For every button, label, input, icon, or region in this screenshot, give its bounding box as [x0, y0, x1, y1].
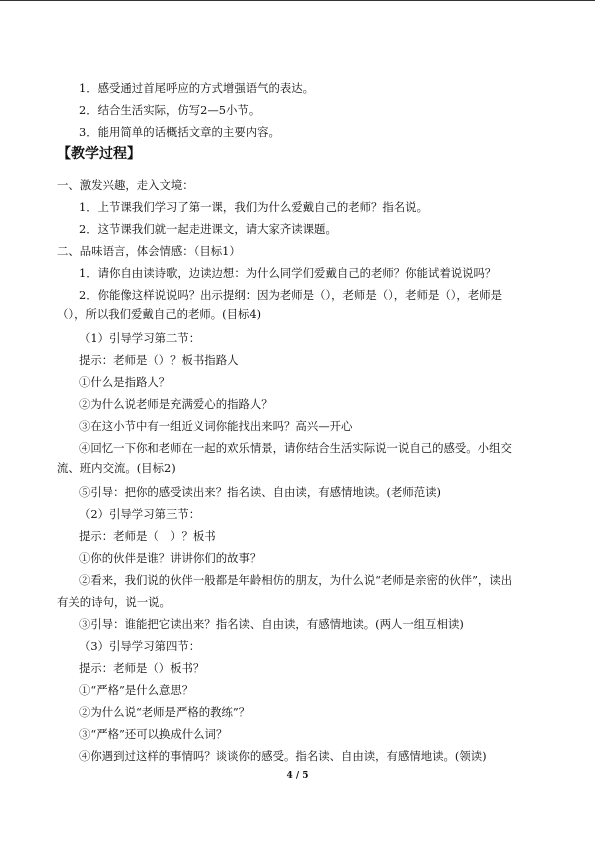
- sub-section-3-hint: 提示：老师是（）板书？: [79, 661, 205, 675]
- sub-section-1-heading: （1）引导学习第二节：: [79, 331, 201, 345]
- sub-section-2-q2-cont: 有关的诗句，说一说。: [57, 595, 171, 609]
- part-two-heading: 二、品味语言，体会情感：（目标1）: [57, 244, 241, 258]
- sub-section-3-heading: （3）引导学习第四节：: [79, 639, 201, 653]
- part-one-item-1: 1．上节课我们学习了第一课，我们为什么爱戴自己的老师？指名说。: [79, 200, 428, 214]
- sub-section-2-heading: （2）引导学习第三节：: [79, 507, 201, 521]
- sub-section-3-q4: ④你遇到过这样的事情吗？谈谈你的感受。指名读、自由读，有感情地读。(领读): [79, 749, 487, 763]
- sub-section-1-q1: ①什么是指路人？: [79, 375, 171, 389]
- sub-section-1-q3: ③在这小节中有一组近义词你能找出来吗？高兴—开心: [79, 419, 353, 433]
- part-two-item-1: 1．请你自由读诗歌，边读边想：为什么同学们爱戴自己的老师？你能试着说说吗？: [79, 266, 497, 280]
- sub-section-1-q2: ②为什么说老师是充满爱心的指路人？: [79, 397, 273, 411]
- objective-2: 2．结合生活实际，仿写2—5小节。: [79, 103, 261, 117]
- sub-section-1-q4-cont: 流、班内交流。(目标2): [57, 461, 176, 475]
- part-one-item-2: 2．这节课我们就一起走进课文，请大家齐读课题。: [79, 222, 337, 236]
- sub-section-2-q2: ②看来，我们说的伙伴一般都是年龄相仿的朋友，为什么说“老师是亲密的伙伴”，读出: [79, 573, 513, 587]
- objective-1: 1．感受通过首尾呼应的方式增强语气的表达。: [79, 81, 315, 95]
- header-rule: [0, 0, 595, 1]
- objective-3: 3．能用简单的话概括文章的主要内容。: [79, 125, 280, 139]
- section-heading-teaching-process: 【教学过程】: [57, 146, 141, 162]
- sub-section-2-q1: ①你的伙伴是谁？讲讲你们的故事？: [79, 551, 262, 565]
- sub-section-2-q3: ③引导：谁能把它读出来？指名读、自由读，有感情地读。(两人一组互相读): [79, 617, 464, 631]
- page-number: 4 / 5: [286, 771, 309, 781]
- sub-section-2-hint: 提示：老师是（ ）？板书: [79, 529, 216, 543]
- sub-section-1-q4: ④回忆一下你和老师在一起的欢乐情景，请你结合生活实际说一说自己的感受。小组交: [79, 441, 512, 455]
- part-two-item-2: 2．你能像这样说说吗？出示提纲：因为老师是（），老师是（），老师是（），老师是: [79, 288, 502, 302]
- sub-section-3-q3: ③“严格”还可以换成什么词？: [79, 727, 228, 741]
- sub-section-3-q1: ①“严格”是什么意思？: [79, 683, 194, 697]
- part-two-item-2-cont: （），所以我们爱戴自己的老师。(目标4): [57, 307, 262, 321]
- part-one-heading: 一、激发兴趣，走入文境：: [57, 178, 194, 192]
- sub-section-3-q2: ②为什么说“老师是严格的教练”？: [79, 705, 251, 719]
- sub-section-1-hint: 提示：老师是（）？板书指路人: [79, 353, 239, 367]
- sub-section-1-q5: ⑤引导：把你的感受读出来？指名读、自由读，有感情地读。(老师范读): [79, 485, 441, 499]
